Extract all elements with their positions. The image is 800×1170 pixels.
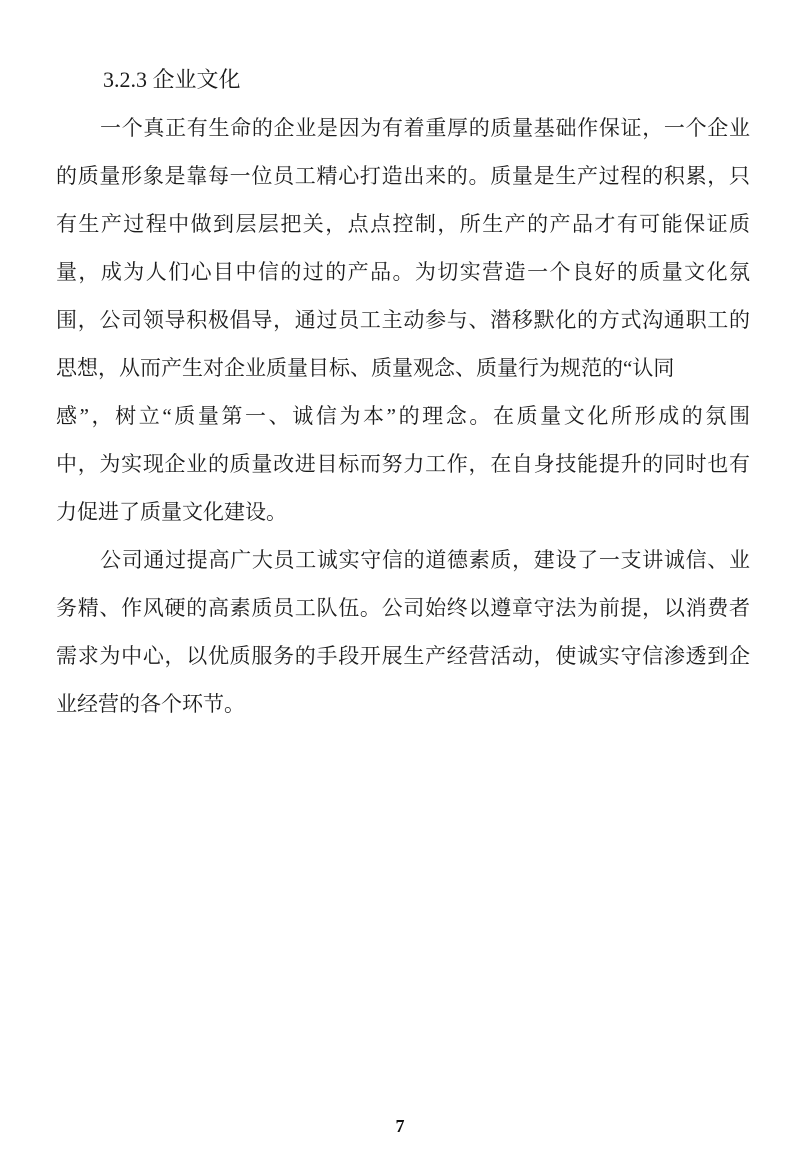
text-line: 力促进了质量文化建设。 xyxy=(56,500,287,524)
text-line: 围，公司领导积极倡导，通过员工主动参与、潜移默化的方式沟通职工的 xyxy=(56,308,750,332)
text-line: 的质量形象是靠每一位员工精心打造出来的。质量是生产过程的积累，只 xyxy=(56,164,750,188)
text-line: 需求为中心，以优质服务的手段开展生产经营活动，使诚实守信渗透到企 xyxy=(56,644,750,668)
text-line: 感”，树立“质量第一、诚信为本”的理念。在质量文化所形成的氛围 xyxy=(56,404,750,428)
text-line: 一个真正有生命的企业是因为有着重厚的质量基础作保证，一个企业 xyxy=(100,116,750,140)
page-number: 7 xyxy=(395,1116,405,1136)
document-body xyxy=(56,104,750,728)
text-line: 业经营的各个环节。 xyxy=(56,692,245,716)
page-footer xyxy=(0,1114,800,1138)
text-line: 公司通过提高广大员工诚实守信的道德素质，建设了一支讲诚信、业 xyxy=(100,548,750,572)
paragraph xyxy=(56,536,750,728)
text-line: 中，为实现企业的质量改进目标而努力工作，在自身技能提升的同时也有 xyxy=(56,452,750,476)
document-content xyxy=(56,56,750,728)
text-line: 有生产过程中做到层层把关，点点控制，所生产的产品才有可能保证质 xyxy=(56,212,750,236)
section-heading: 3.2.3 企业文化 xyxy=(103,67,241,92)
text-line: 量，成为人们心目中信的过的产品。为切实营造一个良好的质量文化氛 xyxy=(56,260,750,284)
text-line: 务精、作风硬的高素质员工队伍。公司始终以遵章守法为前提，以消费者 xyxy=(56,596,750,620)
text-line: 思想，从而产生对企业质量目标、质量观念、质量行为规范的“认同 xyxy=(56,356,675,380)
paragraph xyxy=(56,104,750,536)
